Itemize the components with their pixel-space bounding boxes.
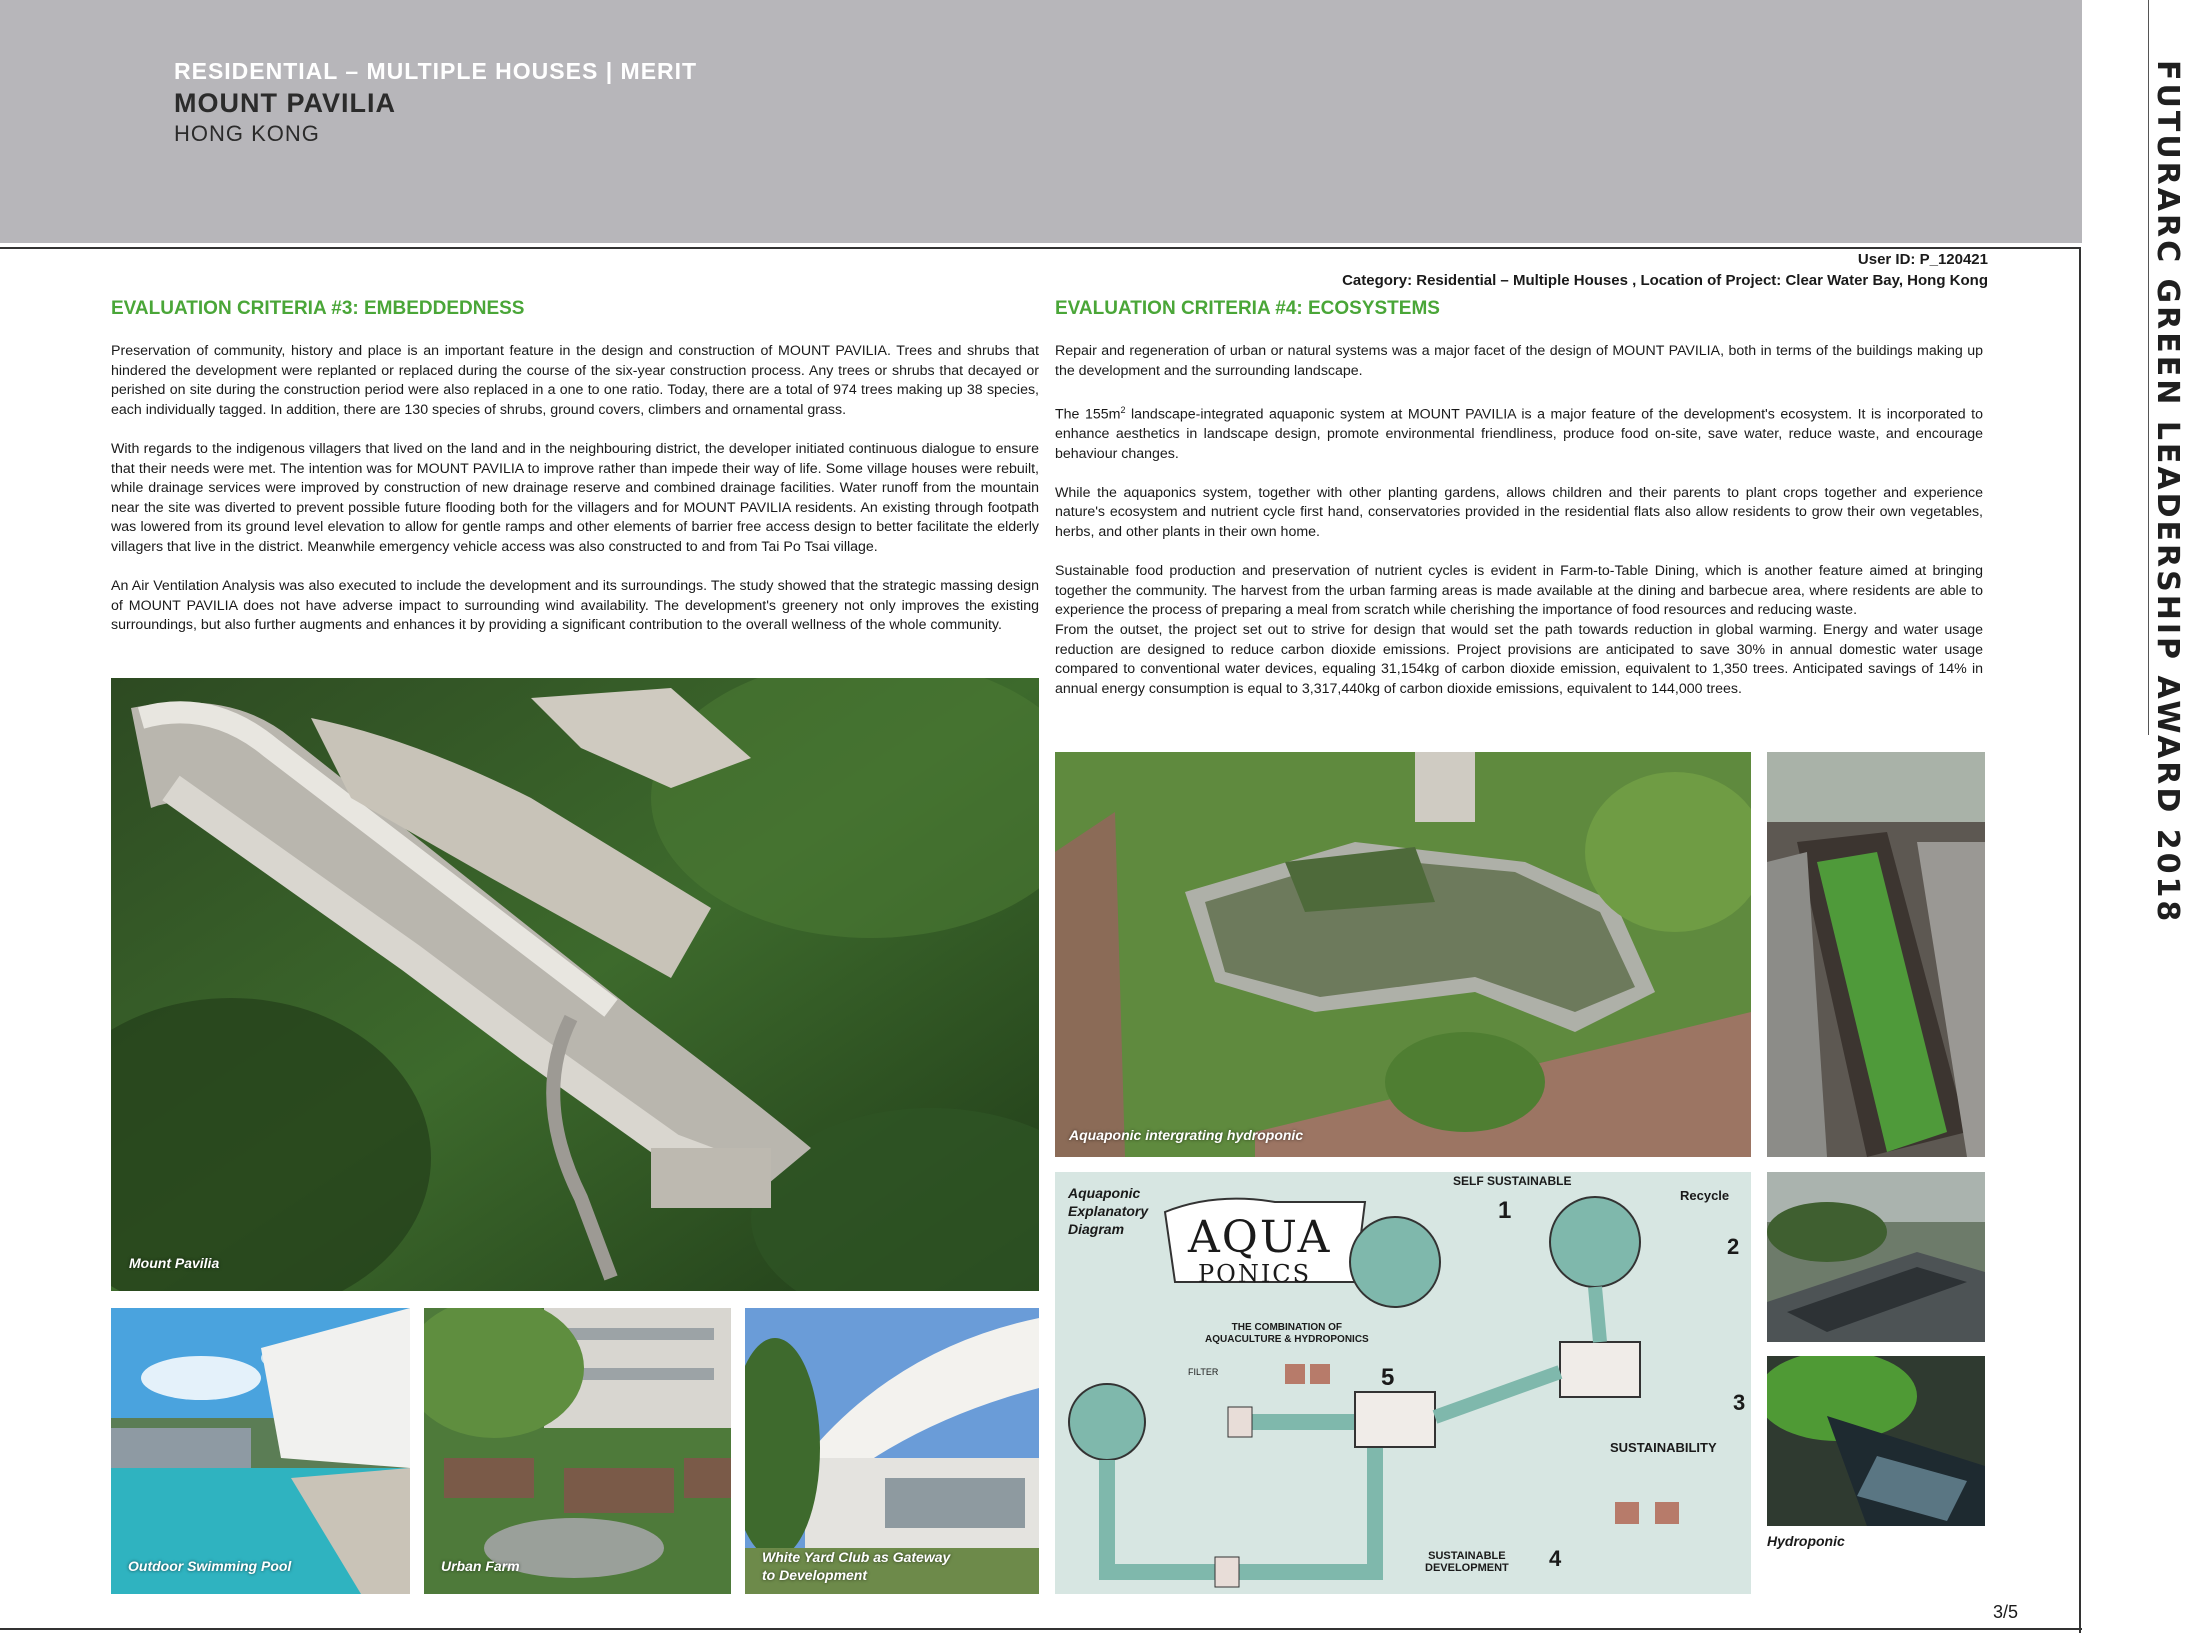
aquaponics-logo-line2: PONICS bbox=[1198, 1260, 1312, 1288]
side-divider bbox=[2148, 0, 2149, 735]
category-separator: | bbox=[605, 58, 614, 84]
criteria4-body bbox=[1055, 342, 1983, 719]
diagram-sustainability: SUSTAINABILITY bbox=[1610, 1440, 1717, 1455]
category-location: Category: Residential – Multiple Houses , Location of Project: Clear Water Bay, Hong Kong bbox=[1342, 272, 1988, 289]
diagram-step-3: 3 bbox=[1733, 1390, 1746, 1415]
diagram-subtitle: THE COMBINATION OF AQUACULTURE & HYDROPONICS bbox=[1205, 1322, 1369, 1345]
caption-club: White Yard Club as Gateway to Development bbox=[762, 1549, 951, 1583]
diagram-drawing bbox=[1055, 1172, 1751, 1594]
header-band bbox=[0, 0, 2082, 243]
criteria4-title: EVALUATION CRITERIA #4: ECOSYSTEMS bbox=[1055, 298, 1440, 319]
frame-bottom-rule bbox=[0, 1628, 2082, 1630]
caption-aquaponic: Aquaponic intergrating hydroponic bbox=[1069, 1127, 1304, 1143]
caption-urban-farm: Urban Farm bbox=[441, 1558, 520, 1574]
criteria3-paragraph: With regards to the indigenous villagers that lived on the land and in the neighbouring district, the developer initiated continuous dialogue to ensure that their needs were met. The intention was for MOUNT PAVILIA to improve rather than impede their way of life. Some village houses were rebuilt, while drainage services were improved by construction of new drainage reserve and combined drainage facilities. Water runoff from the mountain near the site was diverted to prevent possible future flooding both for the villagers and for MOUNT PAVILIA residents. An existing through footpath was lowered from its ground level elevation to allow for gentle ramps and other elements of barrier free access design to better facilitate the elderly villagers that live in the district. Meanwhile emergency vehicle access was also constructed to and from Tai Po Tsai village. bbox=[111, 440, 1039, 555]
award-level: MERIT bbox=[620, 58, 698, 84]
diagram-filter-label: FILTER bbox=[1188, 1367, 1219, 1377]
hydroponic-channel-photo bbox=[1767, 1172, 1985, 1342]
criteria4-paragraph: Repair and regeneration of urban or natural systems was a major facet of the design of MOUNT PAVILIA, both in terms of the buildings making up the development and the surrounding landscape. bbox=[1055, 343, 1983, 379]
aquaponics-logo: AQUA bbox=[1188, 1212, 1332, 1263]
diagram-sustainable-development: SUSTAINABLE DEVELOPMENT bbox=[1425, 1550, 1509, 1574]
caption-hydroponic: Hydroponic bbox=[1767, 1533, 1845, 1549]
diagram-recycle: Recycle bbox=[1680, 1188, 1730, 1203]
caption-pool: Outdoor Swimming Pool bbox=[128, 1558, 292, 1574]
swimming-pool-photo bbox=[111, 1308, 410, 1594]
criteria4-paragraph: From the outset, the project set out to strive for design that would set the path towards reduction in global warming. Energy and water usage reduction are designed to reduce carbon dioxide emissions. Project provisions are anticipated to save 30% in annual domestic water usage compared to conventional water devices, equaling 31,154kg of carbon dioxide emission, equivalent to 1,350 trees. Anticipated savings of 14% in annual energy consumption is equal to 3,317,440kg of carbon dioxide emissions, equivalent to 144,000 trees. bbox=[1055, 622, 1983, 697]
hydroponic-bed-photo bbox=[1767, 752, 1985, 1157]
criteria3-paragraph: Preservation of community, history and place is an important feature in the design and construction of MOUNT PAVILIA. Trees and shrubs that hindered the development were replanted or replaced during the course of the six-year construction process. Any trees or shrubs that decayed or perished on site during the construction period were also replaced in a one to one ratio. Today, there are a total of 974 trees making up 38 species, each individually tagged. In addition, there are 130 species of shrubs, ground covers, climbers and ornamental grass. bbox=[111, 343, 1039, 418]
diagram-self-sustainable: SELF SUSTAINABLE bbox=[1453, 1174, 1572, 1188]
diagram-label: Aquaponic Explanatory Diagram bbox=[1068, 1185, 1149, 1237]
caption-mount-pavilia: Mount Pavilia bbox=[129, 1255, 220, 1271]
user-id: User ID: P_120421 bbox=[1857, 251, 1988, 268]
criteria4-paragraph: While the aquaponics system, together with other planting gardens, allows children and their parents to plant crops together and experience nature's ecosystem and nutrient cycle first hand, conservatories provided in the residential flats also allow residents to grow their own vegetables, herbs, and other plants in their own home. bbox=[1055, 484, 1983, 541]
award-category bbox=[174, 58, 697, 85]
aquaponic-garden-photo bbox=[1055, 752, 1751, 1157]
mount-pavilia-aerial-photo bbox=[111, 678, 1039, 1291]
criteria4-paragraph: Sustainable food production and preservation of nutrient cycles is evident in Farm-to-Table Dining, which is another feature aimed at bringing together the community. The harvest from the urban farming areas is made available at the dining and barbecue area, where residents are able to experience the process of preparing a meal from scratch while cherishing the importance of food resources and reducing waste. bbox=[1055, 563, 1983, 619]
diagram-step-2: 2 bbox=[1727, 1234, 1740, 1259]
diagram-step-4: 4 bbox=[1549, 1546, 1562, 1571]
project-city: HONG KONG bbox=[174, 121, 320, 146]
hydroponic-closeup-photo bbox=[1767, 1356, 1985, 1526]
white-yard-club-photo bbox=[745, 1308, 1039, 1594]
criteria3-title: EVALUATION CRITERIA #3: EMBEDDEDNESS bbox=[111, 298, 525, 319]
page-number: 3/5 bbox=[1993, 1602, 2019, 1622]
category-text: RESIDENTIAL – MULTIPLE HOUSES bbox=[174, 58, 599, 84]
urban-farm-photo bbox=[424, 1308, 731, 1594]
aquaponic-diagram bbox=[1055, 1172, 1751, 1594]
side-award-title: FUTURARC GREEN LEADERSHIP AWARD 2018 bbox=[2150, 60, 2185, 925]
criteria3-body bbox=[111, 342, 1039, 656]
project-title: MOUNT PAVILIA bbox=[174, 88, 396, 118]
diagram-step-5: 5 bbox=[1381, 1364, 1395, 1391]
criteria4-paragraph: The $155m^2$ landscape-integrated aquaponic system at MOUNT PAVILIA is a major feature of the development's ecosystem. It is incorporated to enhance aesthetics in landscape design, promote environmental friendliness, produce food on-site, save water, reduce waste, and encourage behaviour changes. bbox=[1055, 404, 1983, 462]
diagram-step-1: 1 bbox=[1498, 1197, 1512, 1224]
criteria3-paragraph: An Air Ventilation Analysis was also executed to include the development and its surroundings. The study showed that the strategic massing design of MOUNT PAVILIA does not have adverse impact to surrounding wind availability. The development's greenery not only improves the existing surroundings, but also further augments and enhances it by providing a significant contribution to the overall wellness of the whole community. bbox=[111, 578, 1039, 634]
